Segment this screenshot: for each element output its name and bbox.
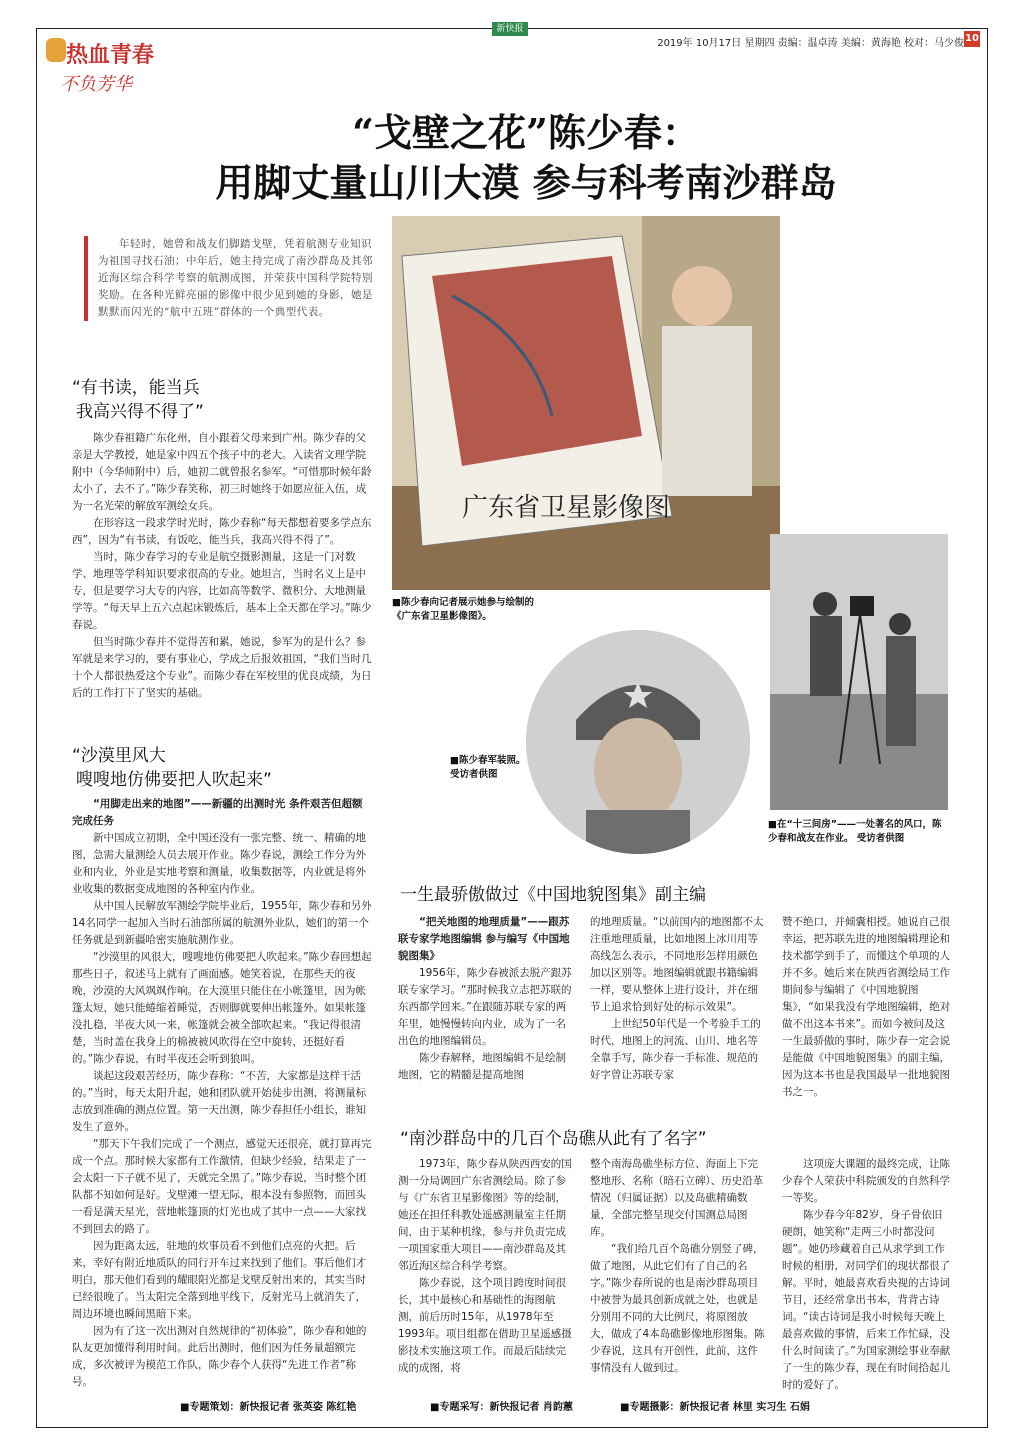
section4-col1 — [398, 1156, 574, 1377]
paragraph: 陈少春说，这个项目跨度时间很长，其中最核心和基础性的海图航测，前后历时15年，从1978年至1993年。项目组都在借助卫星遥感摄影技术实施这项工作。而最后陆续完成的成图，将 — [398, 1277, 572, 1374]
map-title-text: 广东省卫星影像图 — [462, 493, 671, 523]
paragraph: 的地理质量。“以前国内的地图都不太注重地理质量，比如地图上冰川用等高线怎么表示，不同地形怎样用颜色加以区别等。地图编辑就跟书籍编辑一样，要从整体上进行设计，并在细节上追求恰到好处的标示效果”。 — [590, 916, 764, 1013]
paragraph: 从中国人民解放军测绘学院毕业后，1955年，陈少春和另外14名同学一起加入当时石油部所属的航测外业队，她们的第一个任务就是到新疆哈密实施航测作业。 — [72, 900, 372, 946]
section1-heading-line1: “有书读，能当兵 — [72, 378, 200, 398]
paragraph: 陈少春今年82岁，身子骨依旧硬朗，她笑称“走两三小时都没问题”。她仍珍藏着自己从求学到工作时候的相册，对同学们的现状都很了解。平时，她最喜欢看央视的古诗词节目，还经常拿出书本，背背古诗词。“读古诗词是我小时候每天晚上最喜欢做的事情，后来工作忙碌，没什么时间读了。”为国家测绘事业奉献了一生的陈少春，现在有时间拾起儿时的爱好了。 — [782, 1209, 951, 1391]
section1-body — [72, 430, 372, 702]
paragraph: 但当时陈少春并不觉得苦和累，她说，参军为的是什么？参军就是来学习的，要有事业心，学成之后报效祖国，“我们当时几十个人都很热爱这个专业”。而陈少春在军校里的优良成绩，为日后的工作打下了坚实的基础。 — [72, 636, 372, 699]
brand-tag: 新快报 — [492, 22, 528, 36]
section4-heading: “南沙群岛中的几百个岛礁从此有了名字” — [400, 1129, 707, 1149]
title-line1: “戈壁之花”陈少春： — [352, 110, 700, 155]
page-number: 10 — [964, 31, 980, 47]
paragraph: 新中国成立初期，全中国还没有一张完整、统一、精确的地图，急需大量测绘人员去展开作业。陈少春说，测绘工作分为外业和内业，外业是实地考察和测量，收集数据等，内业就是将外业收集的数据变成地图的各种室内作业。 — [72, 832, 366, 895]
paragraph: 当时，陈少春学习的专业是航空摄影测量，这是一门对数学、地理等学科知识要求很高的专业。她坦言，当时名义上是中专，但是要学习大专的内容，比如高等数学、微积分、大地测量学等。“每天早上五六点起床锻炼后，基本上全天都在学习。”陈少春说。 — [72, 551, 372, 631]
caption-main: ■陈少春向记者展示她参与绘制的《广东省卫星影像图》。 — [392, 597, 534, 622]
section2-heading-line2: 嗖嗖地仿佛要把人吹起来” — [76, 770, 272, 790]
paragraph: 上世纪50年代是一个考验手工的时代，地图上的河流、山川、地名等全靠手写，陈少春一手标准、规范的好字曾让苏联专家 — [590, 1018, 761, 1081]
section1-heading-line2: 我高兴得不得了” — [76, 402, 204, 422]
section3-heading: 一生最骄傲做过《中国地貌图集》副主编 — [400, 885, 706, 905]
column-logo-line1: 热血青春 — [66, 43, 155, 68]
title-line2: 用脚丈量山川大漠 参与科考南沙群岛 — [215, 160, 837, 205]
paragraph: “沙漠里的风很大，嗖嗖地仿佛要把人吹起来。”陈少春回想起那些日子，叙述马上就有了画面感。她笑着说，在那些天的夜晚，沙漠的大风飒飒作响。在大漠里只能住在小帐篷里，因为帐篷太短，她只能蜷缩着睡觉，否则脚就要伸出帐篷外。如果帐篷没扎稳，半夜大风一来，帐篷就会被全部吹起来。“我记得很清楚，当时盖在我身上的棉被被风吹得在空中旋转，还挺好看的。”陈少春说，有时半夜还会听到狼叫。 — [72, 951, 372, 1065]
paragraph: 陈少春解释，地图编辑不是绘制地图，它的精髓是提高地图 — [398, 1052, 566, 1081]
footer-interview: ■专题采写：新快报记者 肖韵蕙 — [430, 1402, 573, 1413]
column-logo — [46, 36, 166, 108]
column-logo-line2: 不负芳华 — [60, 74, 132, 95]
footer-photo: ■专题摄影：新快报记者 林里 实习生 石娟 — [620, 1402, 810, 1413]
page-title — [96, 108, 956, 208]
caption-portrait: ■陈少春军装照。受访者供图 — [450, 755, 526, 780]
intro-paragraph: 年轻时，她曾和战友们脚踏戈壁，凭着航测专业知识为祖国寻找石油；中年后，她主持完成了南沙群岛及其邻近海区综合科学考察的航测成图，并荣获中国科学院特别奖励。在各种光鲜亮丽的影像中很少见到她的身影，她是默默而闪光的“航中五班”群体的一个典型代表。 — [84, 236, 380, 321]
section1-heading — [72, 376, 372, 424]
section2-body — [72, 796, 372, 1391]
paragraph: 因为有了这一次出测对自然规律的“初体验”，陈少春和她的队友更加懂得利用时间。此后出测时，他们因为任务量超额完成，多次被评为模范工作队，陈少春个人获得“先进工作者”称号。 — [72, 1325, 367, 1388]
paragraph: 谈起这段艰苦经历，陈少春称：“不苦，大家都是这样干活的。”当时，每天太阳升起，她和团队就开始徒步出测，将测量标志放到准确的测点位置。第一天出测，陈少春担任小组长，谁知发生了意外。 — [72, 1070, 367, 1133]
caption-field: ■在“十三间房”——一处著名的风口，陈少春和战友在作业。 受访者供图 — [768, 819, 942, 844]
section1 — [72, 376, 372, 702]
section2 — [72, 744, 372, 1391]
paragraph: 赞不绝口，并倾囊相授。她说自己很幸运，把苏联先进的地图编辑理论和技术都学到手了，而懂这个单项的人并不多。她后来在陕西省测绘局工作期间参与编辑了《中国地貌图集》，“如果我没有学地图编辑，绝对做不出这本书来”。而如今被问及这一生最骄傲的事时，陈少春一定会说是能做《中国地貌图集》的副主编，因为这本书也是我国最早一批地貌图书之一。 — [782, 916, 951, 1098]
paragraph: 整个南海岛礁坐标方位、海面上下完整地形、名称（暗石立碑）、历史沿革情况（归属证据）以及岛礁精确数量，全部完整呈现交付国测总局图库。 — [590, 1158, 764, 1238]
section2-heading — [72, 744, 372, 792]
section3-col3 — [782, 914, 952, 1101]
paragraph: 陈少春祖籍广东化州，自小跟着父母来到广州。陈少春的父亲是大学教授，她是家中四五个孩子中的老大。入读省文理学院附中（今华师附中）后，她初二就曾报名参军。“可惜那时候年龄太小了，去不了。”陈少春笑称，初三时她终于如愿应征入伍，成为一名光荣的解放军测绘女兵。 — [72, 432, 372, 512]
section2-heading-line1: “沙漠里风大 — [72, 746, 166, 766]
main-photo-illustration — [392, 216, 780, 590]
paragraph: 因为距离太远，驻地的炊事员看不到他们点亮的火把。后来，幸好有附近地质队的同行开车过来找到了他们。事后他们才明白，那天他们看到的耀眼阳光都是戈壁反射出来的，其实当时已经很晚了。当太阳完全落到地平线下，反射光马上就消失了，周边环境也瞬间黑暗下来。 — [72, 1240, 366, 1320]
paragraph: 1956年，陈少春被派去脱产跟苏联专家学习。“那时候我立志把苏联的东西都学回来。”在跟随苏联专家的两年里，她慢慢转向内业，成为了一名出色的地图编辑员。 — [398, 967, 572, 1047]
main-photo — [392, 216, 780, 590]
section3-col2 — [590, 914, 766, 1084]
paragraph: 1973年，陈少春从陕西西安的国测一分局调回广东省测绘局。除了参与《广东省卫星影像图》等的绘制，她还在担任科教处遥感测量室主任期间，由于某种机缘，参与并负责完成一项国家重大项目——南沙群岛及其邻近海区综合科学考察。 — [398, 1158, 572, 1272]
portrait-photo — [526, 630, 750, 854]
paragraph: 这项庞大课题的最终完成，让陈少春个人荣获中科院颁发的自然科学一等奖。 — [782, 1158, 950, 1204]
section2-lead: “用脚走出来的地图”——新疆的出测时光 条件艰苦但超额完成任务 — [72, 798, 363, 827]
section4-col2 — [590, 1156, 766, 1377]
fist-icon — [46, 38, 66, 62]
paragraph: 在形容这一段求学时光时，陈少春称“每天都想着要多学点东西”，因为“有书读，有饭吃，能当兵，我高兴得不得了”。 — [72, 517, 372, 546]
paragraph: “把关地图的地理质量”——跟苏联专家学地图编辑 参与编写《中国地貌图集》 — [398, 916, 570, 962]
paragraph: “我们给几百个岛礁分别竖了碑，做了地图，从此它们有了自己的名字。”陈少春所说的也是南沙群岛项目中被誉为最具创新成就之处，也就是分别用不同的大比例尺，将原图放大，做成了4本岛礁影像地形图集。陈少春说，这具有开创性，此前，这件事情没有人做到过。 — [590, 1243, 765, 1374]
field-photo — [770, 534, 948, 810]
page-meta: 2019年 10月17日 星期四 责编：温卓涛 美编：黄海艳 校对：马少俊 — [657, 38, 964, 49]
section4-col3 — [782, 1156, 952, 1394]
section3-col1 — [398, 914, 574, 1084]
footer-planning: ■专题策划：新快报记者 张英姿 陈红艳 — [180, 1402, 357, 1413]
paragraph: “那天下午我们完成了一个测点，感觉天还很亮，就打算再完成一个点。那时候大家都有工作激情，但缺少经验，结果走了一会太阳一下子就不见了，天就完全黑了。”陈少春说，当时整个团队都不知如何是好。戈壁滩一望无际，根本没有参照物，而回头一看是满天星光，营地帐篷顶的灯光也成了其中一点——大家找不到回去的路了。 — [72, 1138, 372, 1235]
